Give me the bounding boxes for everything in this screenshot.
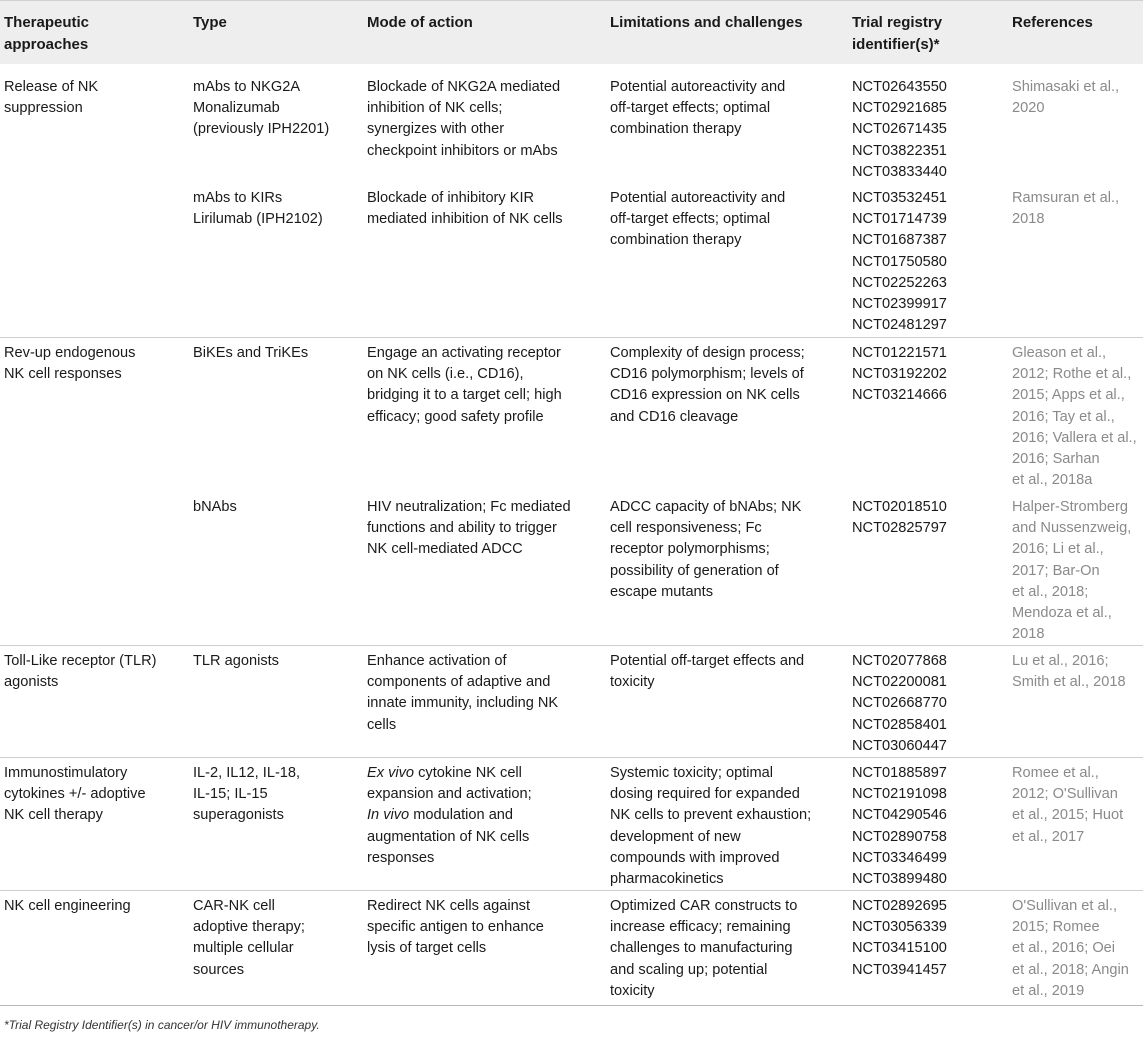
cell-mode: Blockade of inhibitory KIR mediated inhibition of NK cells — [367, 190, 563, 228]
mode-text-1: cytokine NK cell expansion and activation; — [367, 765, 532, 803]
cell-approach: Rev-up endogenous NK cell responses — [4, 345, 136, 383]
cell-limits: Optimized CAR constructs to increase efficacy; remaining challenges to manufacturing and scaling up; potential toxicity — [610, 898, 798, 999]
mode-italic-ex-vivo: Ex vivo — [367, 765, 415, 781]
header-refs: References — [1012, 14, 1093, 31]
cell-trial: NCT02077868 NCT02200081 NCT02668770 NCT02858401 NCT03060447 — [852, 653, 947, 754]
header-approach: Therapeutic approaches — [4, 14, 90, 53]
cell-type: BiKEs and TriKEs — [193, 345, 309, 361]
cell-mode — [367, 763, 607, 869]
cell-type: bNAbs — [193, 499, 237, 515]
cell-limits: Potential autoreactivity and off-target effects; optimal combination therapy — [610, 79, 786, 138]
cell-approach: Toll-Like receptor (TLR) agonists — [4, 653, 157, 691]
cell-limits: Potential autoreactivity and off-target effects; optimal combination therapy — [610, 190, 786, 249]
cell-refs: Ramsuran et al., 2018 — [1012, 190, 1120, 228]
table-footnote: *Trial Registry Identifier(s) in cancer/or HIV immunotherapy. — [4, 1018, 320, 1032]
cell-type: IL-2, IL12, IL-18, IL-15; IL-15 superagonists — [193, 765, 301, 824]
header-trial: Trial registry identifier(s)* — [852, 14, 943, 53]
cell-limits: ADCC capacity of bNAbs; NK cell responsiveness; Fc receptor polymorphisms; possibility of generation of escape mutants — [610, 499, 802, 600]
cell-limits: Systemic toxicity; optimal dosing required for expanded NK cells to prevent exhaustion; development of new compounds with improved pharmacokinetics — [610, 765, 812, 888]
cell-trial: NCT02643550 NCT02921685 NCT02671435 NCT03822351 NCT03833440 — [852, 79, 947, 180]
header-type: Type — [193, 14, 227, 31]
cell-mode: Redirect NK cells against specific antigen to enhance lysis of target cells — [367, 898, 544, 957]
row-divider — [0, 757, 1143, 758]
cell-trial: NCT02892695 NCT03056339 NCT03415100 NCT03941457 — [852, 898, 947, 978]
mode-italic-in-vivo: In vivo — [367, 807, 410, 824]
cell-approach: Release of NK suppression — [4, 79, 99, 117]
cell-type: mAbs to KIRs Lirilumab (IPH2102) — [193, 190, 323, 228]
cell-trial: NCT01221571 NCT03192202 NCT03214666 — [852, 345, 947, 404]
cell-approach: Immunostimulatory cytokines +/- adoptive NK cell therapy — [4, 765, 146, 824]
cell-trial: NCT03532451 NCT01714739 NCT01687387 NCT01750580 NCT02252263 NCT02399917 NCT02481297 — [852, 190, 947, 334]
cell-approach: NK cell engineering — [4, 898, 131, 914]
header-mode: Mode of action — [367, 14, 473, 31]
cell-refs: O'Sullivan et al., 2015; Romee et al., 2016; Oei et al., 2018; Angin et al., 2019 — [1012, 898, 1129, 999]
cell-refs: Romee et al., 2012; O'Sullivan et al., 2015; Huot et al., 2017 — [1012, 765, 1124, 845]
row-divider — [0, 890, 1143, 891]
cell-limits: Complexity of design process; CD16 polymorphism; levels of CD16 expression on NK cells and CD16 cleavage — [610, 345, 805, 425]
row-divider — [0, 645, 1143, 646]
cell-mode: Enhance activation of components of adaptive and innate immunity, including NK cells — [367, 653, 559, 733]
table-bottom-rule — [0, 1005, 1143, 1006]
cell-type: TLR agonists — [193, 653, 279, 669]
cell-refs: Halper-Stromberg and Nussenzweig, 2016; Li et al., 2017; Bar-On et al., 2018; Mendoza et al., 2018 — [1012, 499, 1132, 643]
cell-mode: HIV neutralization; Fc mediated functions and ability to trigger NK cell-mediated ADCC — [367, 499, 571, 558]
cell-trial: NCT02018510 NCT02825797 — [852, 499, 947, 537]
header-top-rule — [0, 0, 1143, 1]
mode-text-2: modulation and augmentation of NK cells responses — [367, 807, 530, 866]
cell-refs: Shimasaki et al., 2020 — [1012, 79, 1120, 117]
cell-refs: Gleason et al., 2012; Rothe et al., 2015; Apps et al., 2016; Tay et al., 2016; Vallera et al., 2016; Sarhan et al., 2018a — [1012, 345, 1137, 489]
table-header — [0, 0, 1143, 64]
cell-refs: Lu et al., 2016; Smith et al., 2018 — [1012, 653, 1126, 691]
cell-type: mAbs to NKG2A Monalizumab (previously IPH2201) — [193, 79, 330, 138]
cell-trial: NCT01885897 NCT02191098 NCT04290546 NCT02890758 NCT03346499 NCT03899480 — [852, 765, 947, 888]
cell-mode: Blockade of NKG2A mediated inhibition of NK cells; synergizes with other checkpoint inhibitors or mAbs — [367, 79, 561, 159]
row-divider — [0, 337, 1143, 338]
header-limits: Limitations and challenges — [610, 14, 803, 31]
cell-mode: Engage an activating receptor on NK cells (i.e., CD16), bridging it to a target cell; high efficacy; good safety profile — [367, 345, 562, 425]
cell-type: CAR-NK cell adoptive therapy; multiple cellular sources — [193, 898, 305, 978]
cell-limits: Potential off-target effects and toxicity — [610, 653, 805, 691]
